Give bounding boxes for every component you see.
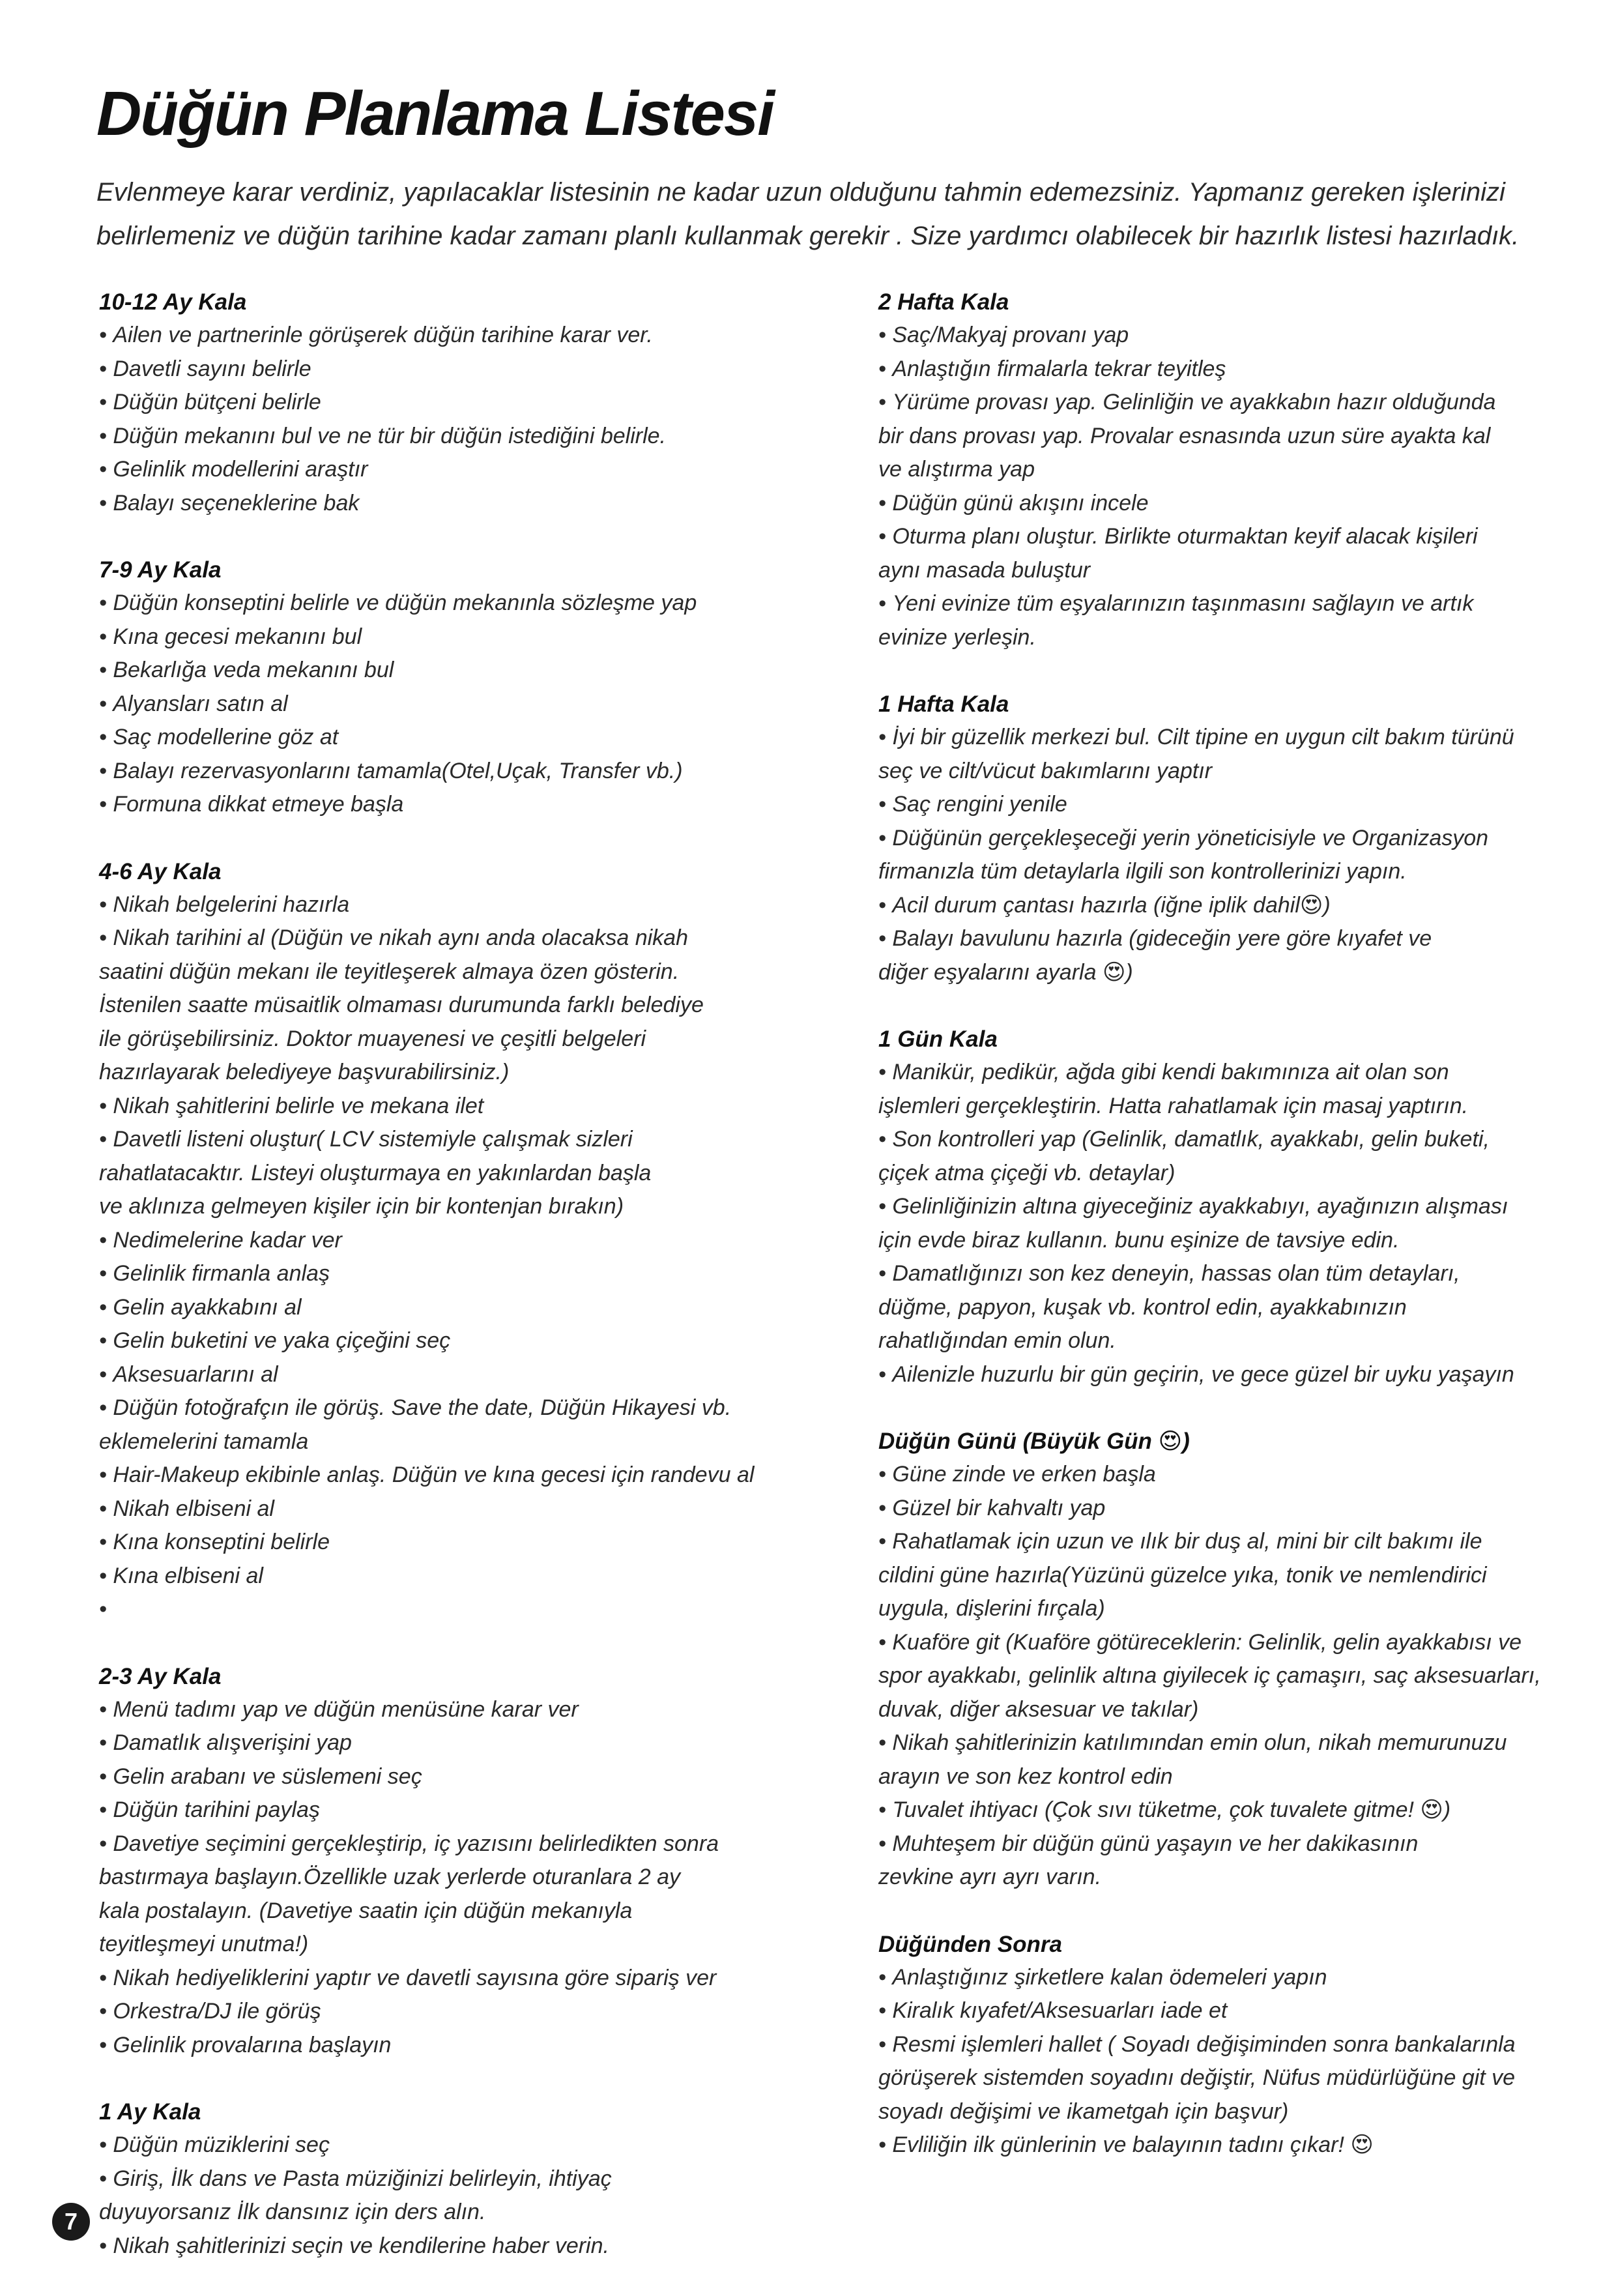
page-number-badge: 7 [52,2203,90,2241]
list-item: • Düğün bütçeni belirle [99,386,842,420]
list-item: • Nikah elbiseni al [99,1492,842,1526]
list-item: • Bekarlığa veda mekanını bul [99,654,842,688]
list-item: • Düğün tarihini paylaş [99,1794,842,1827]
list-item: • Anlaştığın firmalarla tekrar teyitleş [878,353,1556,386]
list-item: • Giriş, İlk dans ve Pasta müziğinizi belirleyin, ihtiyaç duyuyorsanız İlk dansınız için ders alın. [99,2162,842,2230]
list-item: • Davetli listeni oluştur( LCV sistemiyle çalışmak sizleri rahatlatacaktır. Listeyi oluşturmaya en yakınlardan başla ve aklınıza gelmeyen kişiler için bir kontenjan bırakın) [99,1123,842,1224]
list-item: • Ailen ve partnerinle görüşerek düğün tarihine karar ver. [99,319,842,353]
list-item: • Balayı bavulunu hazırla (gideceğin yere göre kıyafet ve diğer eşyalarını ayarla 😍) [878,922,1556,989]
list-item: • Nikah tarihini al (Düğün ve nikah aynı anda olacaksa nikah saatini düğün mekanı ile teyitleşerek almaya özen gösterin. İstenilen saatte müsaitlik olmaması durumunda farklı belediye ile görüşebilirsiniz. Doktor muayenesi ve çeşitli belgeleri hazırlayarak belediyeye başvurabilirsiniz.) [99,922,842,1090]
section-heading: 1 Ay Kala [99,2099,201,2125]
list-item: • Damatlık alışverişini yap [99,1726,842,1760]
list-item: • Acil durum çantası hazırla (iğne iplik dahil😍) [878,889,1556,923]
list-item: • Düğün günü akışını incele [878,487,1556,521]
section-heading: 4-6 Ay Kala [99,858,222,884]
list-item: • Nikah belgelerini hazırla [99,888,842,922]
section-heading: Düğünden Sonra [878,1931,1062,1957]
list-item: • Nikah şahitlerinizin katılımından emin olun, nikah memurunuzu arayın ve son kez kontrol edin [878,1726,1556,1794]
list-item: • Ailenizle huzurlu bir gün geçirin, ve gece güzel bir uyku yaşayın [878,1358,1556,1392]
section-1-month [99,2095,842,2263]
list-item: • Formuna dikkat etmeye başla [99,788,842,822]
list-item: • Nikah şahitlerini belirle ve mekana ilet [99,1090,842,1124]
list-item: • Alyansları satın al [99,688,842,721]
list-item: • İyi bir güzellik merkezi bul. Cilt tipine en uygun cilt bakım türünü seç ve cilt/vücut bakımlarını yaptır [878,721,1556,788]
section-heading: 2 Hafta Kala [878,289,1009,315]
section-heading: Düğün Günü (Büyük Gün 😍) [878,1429,1190,1454]
checklist [99,587,842,822]
list-item: • Oturma planı oluştur. Birlikte oturmaktan keyif alacak kişileri aynı masada buluştur [878,520,1556,587]
checklist [99,2129,842,2263]
list-item: • Orkestra/DJ ile görüş [99,1995,842,2029]
list-item: • Resmi işlemleri hallet ( Soyadı değişiminden sonra bankalarınla görüşerek sistemden soyadını değiştir, Nüfus müdürlüğüne git ve soyadı değişimi ve ikametgah için başvur) [878,2028,1556,2129]
section-2-weeks [878,285,1556,654]
list-item: • Yeni evinize tüm eşyalarınızın taşınmasını sağlayın ve artık evinize yerleşin. [878,587,1556,654]
list-item: • Kına gecesi mekanını bul [99,620,842,654]
list-item: • Muhteşem bir düğün günü yaşayın ve her dakikasının zevkine ayrı ayrı varın. [878,1827,1556,1895]
list-item: • Güzel bir kahvaltı yap [878,1492,1556,1526]
section-1-day [878,1023,1556,1391]
right-column [878,285,1556,2196]
list-item: • Düğünün gerçekleşeceği yerin yöneticisiyle ve Organizasyon firmanızla tüm detaylarla ilgili son kontrollerinizi yapın. [878,822,1556,889]
list-item: • Manikür, pedikür, ağda gibi kendi bakımınıza ait olan son işlemleri gerçekleştirin. Hatta rahatlamak için masaj yaptırın. [878,1056,1556,1123]
section-1-week [878,688,1556,989]
checklist [99,888,842,1627]
list-item: • Balayı seçeneklerine bak [99,487,842,521]
list-item: • Saç/Makyaj provanı yap [878,319,1556,353]
list-item: • Menü tadımı yap ve düğün menüsüne karar ver [99,1693,842,1727]
section-10-12-months [99,285,842,520]
list-item: • Kına konseptini belirle [99,1526,842,1560]
section-heading: 1 Hafta Kala [878,691,1009,717]
page-title: Düğün Planlama Listesi [96,79,773,149]
section-2-3-months [99,1660,842,2063]
section-wedding-day [878,1425,1556,1895]
left-column [99,285,842,2296]
checklist [878,1458,1556,1895]
list-item: • Saç rengini yenile [878,788,1556,822]
list-item: • Gelin arabanı ve süslemeni seç [99,1760,842,1794]
list-item: • Yürüme provası yap. Gelinliğin ve ayakkabın hazır olduğunda bir dans provası yap. Provalar esnasında uzun süre ayakta kal ve alıştırma yap [878,386,1556,487]
list-item: • Düğün konseptini belirle ve düğün mekanınla sözleşme yap [99,587,842,620]
list-item: • Nikah şahitlerinizi seçin ve kendilerine haber verin. [99,2230,842,2263]
list-item: • Damatlığınızı son kez deneyin, hassas olan tüm detayları, düğme, papyon, kuşak vb. kontrol edin, ayakkabınızın rahatlığından emin olun. [878,1257,1556,1358]
list-item: • Davetiye seçimini gerçekleştirip, iç yazısını belirledikten sonra bastırmaya başlayın.Özellikle uzak yerlerde oturanlara 2 ay kala postalayın. (Davetiye saatin için düğün mekanıyla teyitleşmeyi unutma!) [99,1827,842,1962]
list-item: • Gelin ayakkabını al [99,1291,842,1325]
checklist [99,1693,842,2063]
list-item: • Kiralık kıyafet/Aksesuarları iade et [878,1994,1556,2028]
list-item: • Gelin buketini ve yaka çiçeğini seç [99,1324,842,1358]
list-item: • Nikah hediyeliklerini yaptır ve davetli sayısına göre sipariş ver [99,1962,842,1996]
list-item [99,1593,842,1627]
list-item: • Gelinlik provalarına başlayın [99,2029,842,2063]
list-item: • Tuvalet ihtiyacı (Çok sıvı tüketme, çok tuvalete gitme! 😍) [878,1794,1556,1827]
list-item: • Aksesuarlarını al [99,1358,842,1392]
checklist [878,319,1556,654]
list-item: • Gelinliğinizin altına giyeceğiniz ayakkabıyı, ayağınızın alışması için evde biraz kullanın. bunu eşinize de tavsiye edin. [878,1190,1556,1257]
checklist [878,1961,1556,2162]
list-item: • Balayı rezervasyonlarını tamamla(Otel,Uçak, Transfer vb.) [99,755,842,789]
list-item: • Hair-Makeup ekibinle anlaş. Düğün ve kına gecesi için randevu al [99,1459,842,1492]
list-item: • Anlaştığınız şirketlere kalan ödemeleri yapın [878,1961,1556,1995]
list-item: • Gelinlik modellerini araştır [99,453,842,487]
list-item: • Son kontrolleri yap (Gelinlik, damatlık, ayakkabı, gelin buketi, çiçek atma çiçeği vb. detaylar) [878,1123,1556,1190]
list-item: • Nedimelerine kadar ver [99,1224,842,1258]
checklist [878,1056,1556,1391]
list-item: • Gelinlik firmanla anlaş [99,1257,842,1291]
intro-paragraph: Evlenmeye karar verdiniz, yapılacaklar listesinin ne kadar uzun olduğunu tahmin edemezsiniz. Yapmanız gereken işlerinizi belirlemeniz ve düğün tarihine kadar zamanı planlı kullanmak gerekir . Size yardımcı olabilecek bir hazırlık listesi hazırladık. [96,178,1520,250]
section-heading: 2-3 Ay Kala [99,1663,222,1689]
list-item: • Kuaföre git (Kuaföre götüreceklerin: Gelinlik, gelin ayakkabısı ve spor ayakkabı, gelinlik altına giyilecek iç çamaşırı, saç aksesuarları, duvak, diğer aksesuar ve takılar) [878,1626,1556,1727]
list-item: • Düğün fotoğrafçın ile görüş. Save the date, Düğün Hikayesi vb. eklemelerini tamamla [99,1391,842,1459]
section-7-9-months [99,553,842,822]
list-item: • Davetli sayını belirle [99,353,842,386]
section-after-wedding [878,1928,1556,2162]
list-item: • Güne zinde ve erken başla [878,1458,1556,1492]
list-item: • Evliliğin ilk günlerinin ve balayının tadını çıkar! 😍 [878,2129,1556,2162]
list-item: • Rahatlamak için uzun ve ılık bir duş al, mini bir cilt bakımı ile cildini güne hazırla(Yüzünü güzelce yıka, tonik ve nemlendirici uygula, dişlerini fırçala) [878,1525,1556,1626]
list-item: • Kına elbiseni al [99,1560,842,1593]
section-heading: 10-12 Ay Kala [99,289,247,315]
section-heading: 1 Gün Kala [878,1026,998,1052]
section-heading: 7-9 Ay Kala [99,557,222,583]
list-item: • Düğün müziklerini seç [99,2129,842,2162]
checklist [878,721,1556,989]
list-item: • Düğün mekanını bul ve ne tür bir düğün istediğini belirle. [99,420,842,454]
checklist [99,319,842,520]
list-item: • Saç modellerine göz at [99,721,842,755]
section-4-6-months [99,855,842,1627]
